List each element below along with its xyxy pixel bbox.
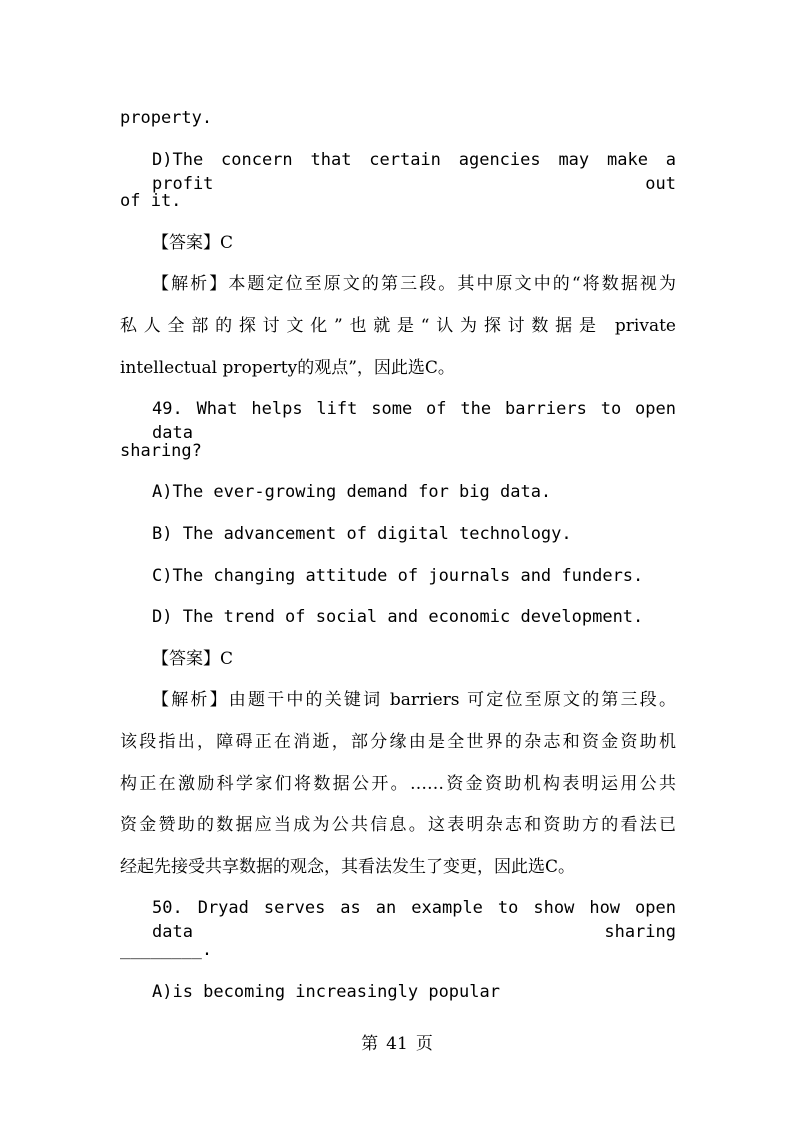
- question-line: sharing?: [120, 441, 202, 461]
- answer-label: 【答案】C: [152, 233, 234, 253]
- text-line: D)The concern that certain agencies may make a profit out: [152, 150, 676, 194]
- footer-suffix: 页: [415, 1034, 433, 1054]
- option-a: A)The ever-growing demand for big data.: [152, 482, 552, 502]
- option-c: C)The changing attitude of journals and funders.: [152, 566, 644, 586]
- analysis-line: 构正在激励科学家们将数据公开。……资金资助机构表明运用公共: [120, 774, 676, 794]
- analysis-line: 该段指出，障碍正在消逝，部分缘由是全世界的杂志和资金资助机: [120, 732, 676, 752]
- analysis-line: 【解析】本题定位至原文的第三段。其中原文中的“将数据视为: [152, 274, 676, 294]
- answer-label: 【答案】C: [152, 649, 234, 669]
- page-number: 41: [386, 1034, 408, 1054]
- analysis-line: 资金赞助的数据应当成为公共信息。这表明杂志和资助方的看法已: [120, 815, 676, 835]
- page-footer: [0, 1032, 794, 1056]
- footer-prefix: 第: [361, 1034, 379, 1054]
- option-b: B) The advancement of digital technology.: [152, 524, 572, 544]
- analysis-line: intellectual property的观点”，因此选C。: [120, 358, 455, 378]
- option-d: D) The trend of social and economic development.: [152, 607, 644, 627]
- question-line: 50. Dryad serves as an example to show how open data sharing: [152, 898, 676, 942]
- analysis-line: 经起先接受共享数据的观念，其看法发生了变更，因此选C。: [120, 857, 576, 877]
- option-a: A)is becoming increasingly popular: [152, 982, 500, 1002]
- analysis-line: 私人全部的探讨文化”也就是“认为探讨数据是 private: [120, 316, 676, 336]
- text-line: of it.: [120, 191, 182, 211]
- blank-line: ________.: [120, 940, 213, 960]
- text-line: property.: [120, 108, 213, 128]
- question-line: 49. What helps lift some of the barriers to open data: [152, 399, 676, 443]
- analysis-line: 【解析】由题干中的关键词 barriers 可定位至原文的第三段。: [152, 690, 676, 710]
